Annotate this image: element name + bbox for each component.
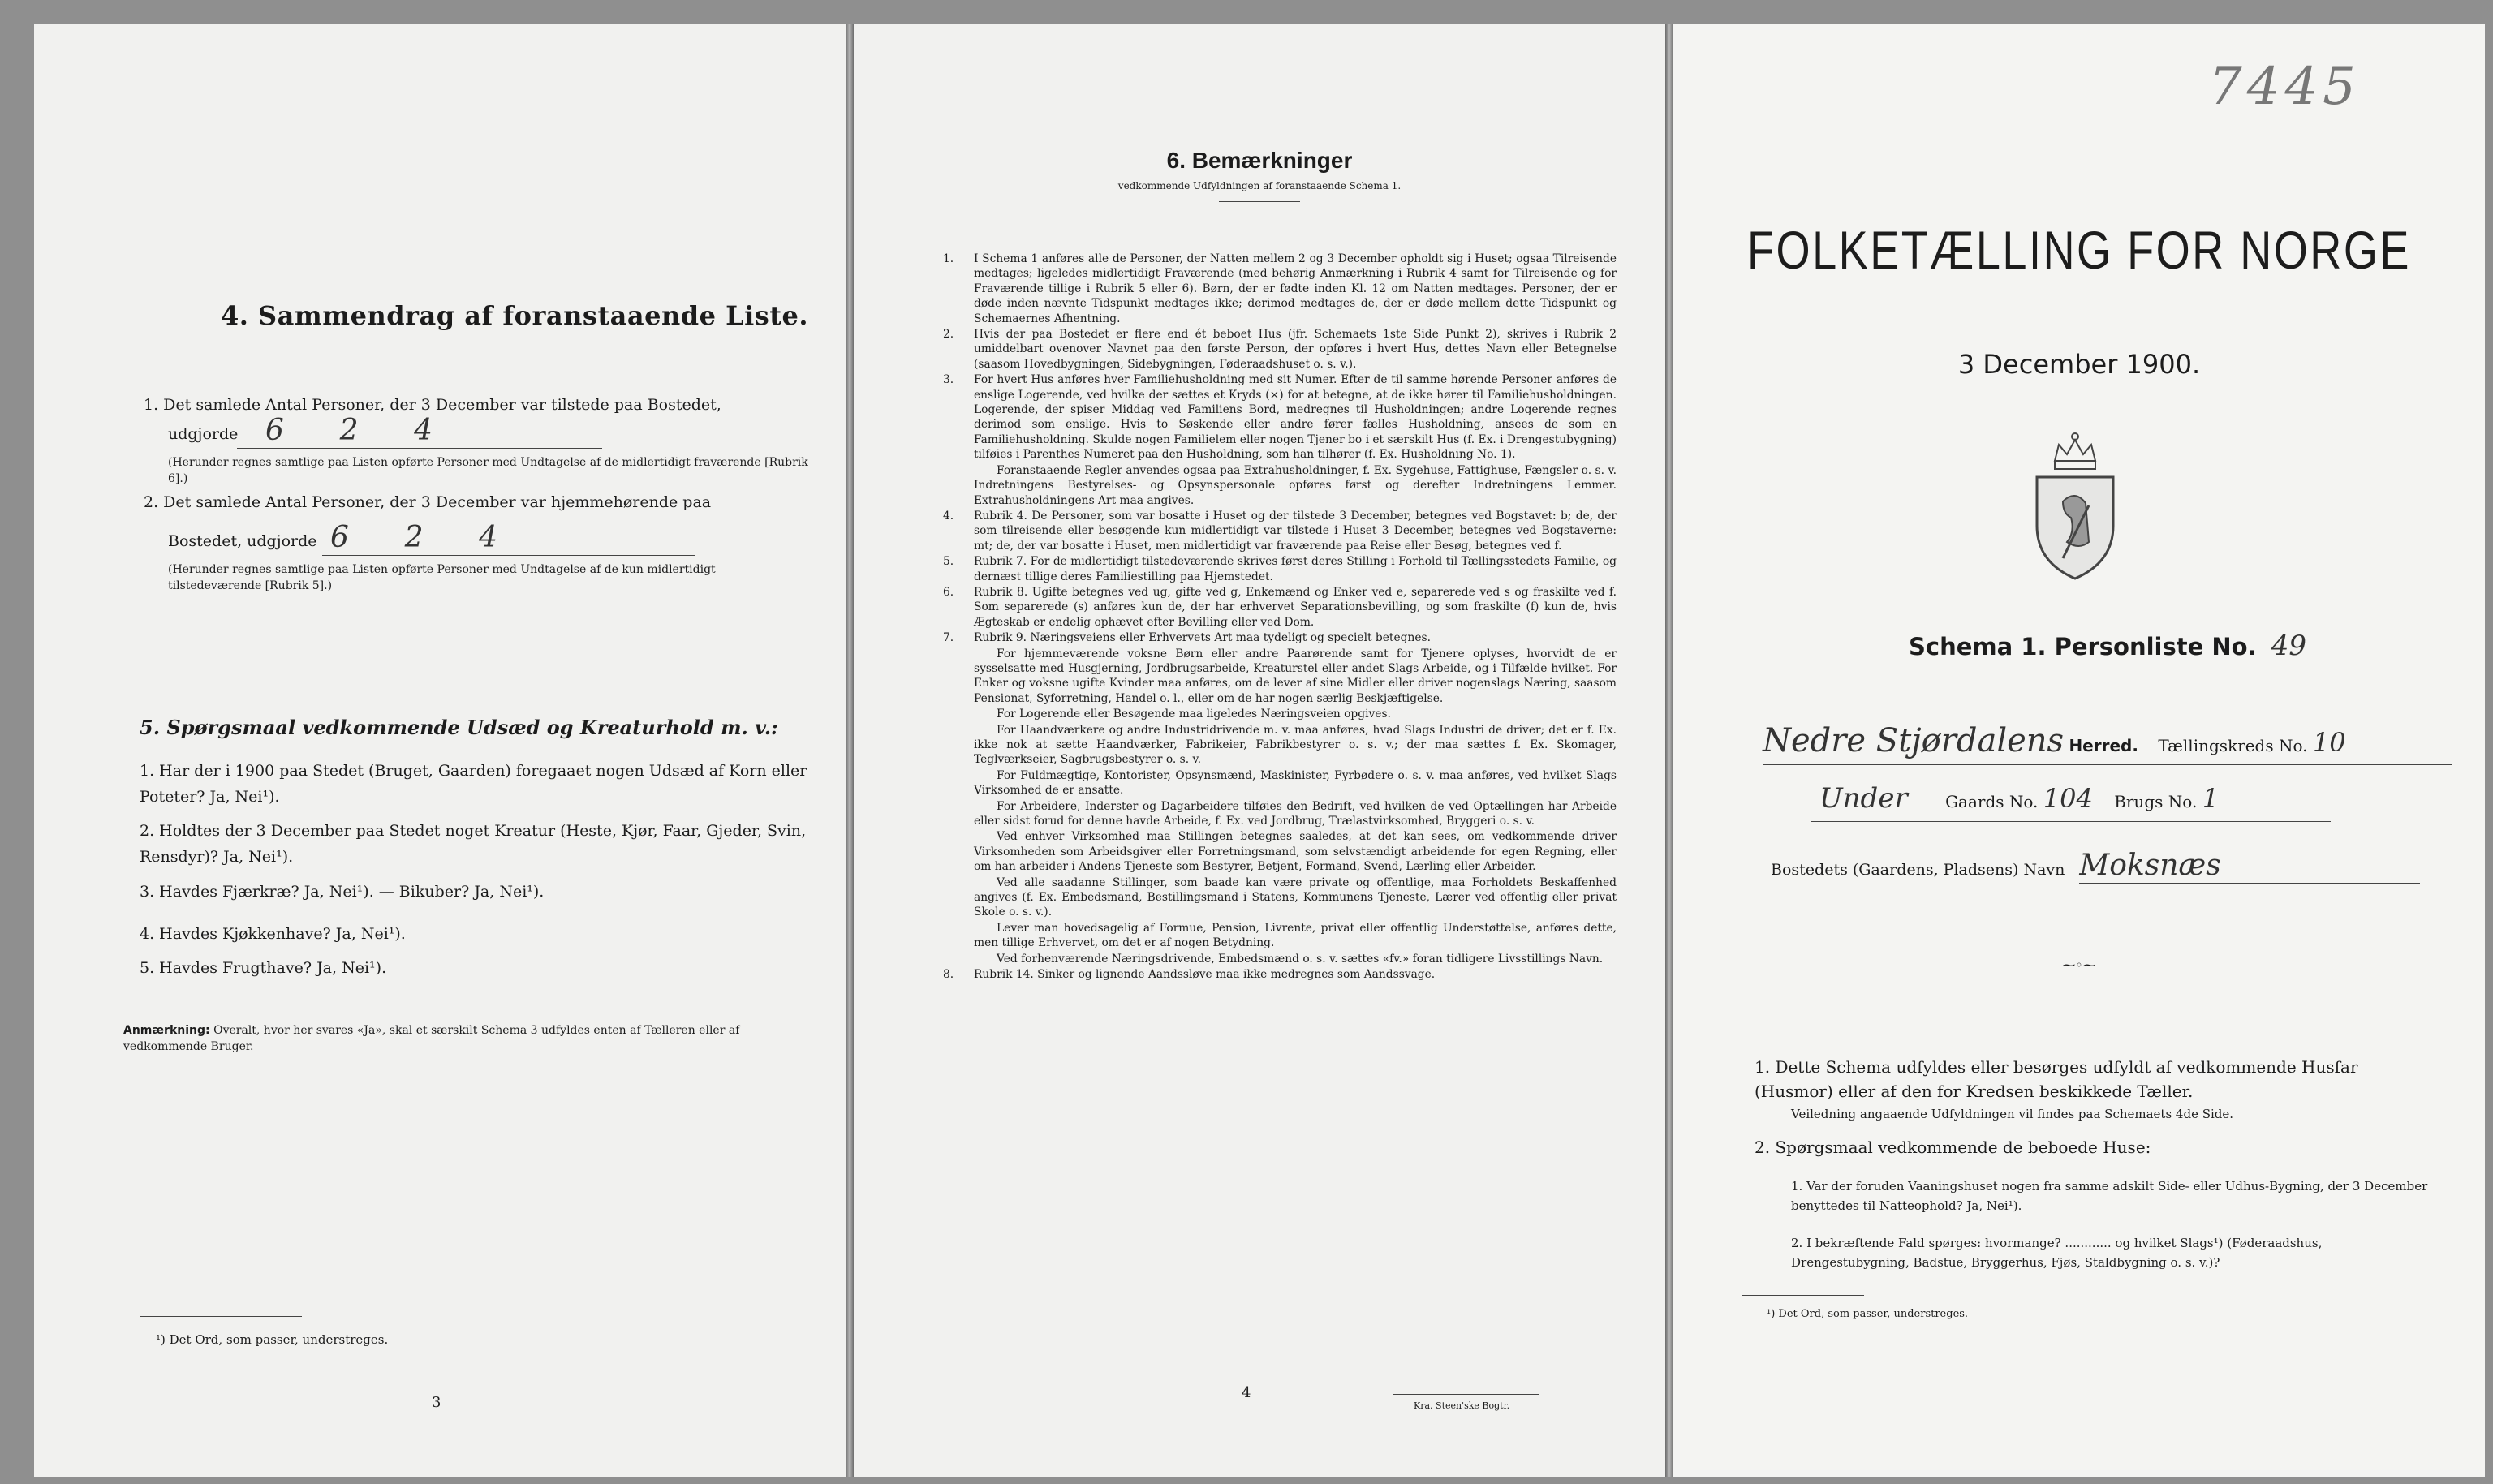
remark-item-text: Rubrik 7. For de midlertidigt tilstedeværende skrives først deres Stilling i Forhold til Tællingsstedets Familie, og dernæst tillige deres Familiestilling paa Hjemstedet. xyxy=(974,555,1617,583)
remark-item-text: I Schema 1 anføres alle de Personer, der Natten mellem 2 og 3 December opholdt sig i Huset; ogsaa Tilreisende medtages; ligeledes midlertidigt Fraværende (med behørig Anmærkning i Rubrik 4 samt for Tilreisende og for Fraværende tillige i Rubrik 5 eller 6). Børn, der er fødte inden Kl. 12 om Natten medtages. Personer, der er døde inden nævnte Tidspunkt medtages ikke; derimod medtages de, der er døde mellem dette Tidspunkt og Schemaernes Afhentning. xyxy=(974,252,1617,325)
kreds-number: 10 xyxy=(2312,727,2346,758)
remark-text: Overalt, hvor her svares «Ja», skal et særskilt Schema 3 udfyldes enten af Tælleren eller af vedkommende Bruger. xyxy=(123,1024,740,1053)
remark-item xyxy=(943,630,1617,645)
instruction-1-sub: Veiledning angaaende Udfyldningen vil findes paa Schemaets 4de Side. xyxy=(1791,1107,2234,1121)
remark-item xyxy=(943,252,1617,326)
section-4-title: 4. Sammendrag af foranstaaende Liste. xyxy=(221,300,809,331)
brugs-number: 1 xyxy=(2202,783,2220,814)
bosted-label: Bostedets (Gaardens, Pladsens) Navn xyxy=(1771,861,2065,879)
remark-item-text: Lever man hovedsagelig af Formue, Pension, Livrente, privat eller offentlig Understøttelse, anføres dette, men tillige Erhvervet, om det er af nogen Betydning. xyxy=(974,921,1617,950)
instruction-1: 1. Dette Schema udfyldes eller besørges udfyldt af vedkommende Husfar (Husmor) eller af den for Kredsen beskikkede Tæller. xyxy=(1755,1057,2358,1101)
printer-mark: Kra. Steen'ske Bogtr. xyxy=(1414,1400,1510,1411)
census-title: FOLKETÆLLING FOR NORGE xyxy=(1747,220,2411,280)
remark-item-number: 4. xyxy=(943,509,954,523)
remark-item-text: Ved alle saadanne Stillinger, som baade kan være private og offentlige, maa Forholdets Beskaffenhed angives (f. Ex. Embedsmand, Bestillingsmand i Statens, Kommunens Tjeneste, Lærer ved offentlig eller privat Skole o. s. v.). xyxy=(974,875,1617,919)
gaard-line xyxy=(1819,782,2469,815)
q5-2: 2. Holdtes der 3 December paa Stedet noget Kreatur (Heste, Kjør, Faar, Gjeder, Svin, Rensdyr)? Ja, Nei¹). xyxy=(140,822,807,866)
remark-item xyxy=(943,952,1617,966)
remark-item-number: 8. xyxy=(943,968,954,982)
footnote-1: ¹) Det Ord, som passer, understreges. xyxy=(1767,1308,1969,1320)
q5-4: 4. Havdes Kjøkkenhave? Ja, Nei¹). xyxy=(140,925,406,943)
corner-number: 7445 xyxy=(2209,57,2361,117)
remark-item-text: For Arbeidere, Inderster og Dagarbeidere tilføies den Bedrift, ved hvilken de ved Optællingen har Arbeide eller sidst forud for denne havde Arbeide, f. Ex. ved Jordbrug, Trælastvirksomhed, Bryggeri o. s. v. xyxy=(974,799,1617,828)
footnote: ¹) Det Ord, som passer, understreges. xyxy=(156,1332,389,1347)
page-number-4: 4 xyxy=(1242,1384,1251,1401)
q5-1: 1. Har der i 1900 paa Stedet (Bruget, Gaarden) foregaaet nogen Udsæd af Korn eller Poteter? Ja, Nei¹). xyxy=(140,762,807,806)
q1-prefix: udgjorde xyxy=(168,425,239,443)
q2-text: 2. Det samlede Antal Personer, der 3 December var hjemmehørende paa xyxy=(144,493,712,511)
remark-item-number: 6. xyxy=(943,585,954,599)
remark-item xyxy=(943,372,1617,462)
remark-item xyxy=(943,967,1617,982)
bosted-name: Moksnæs xyxy=(2079,849,2221,882)
norway-coat-of-arms-icon xyxy=(2030,428,2120,583)
remark-item-text: Rubrik 9. Næringsveiens eller Erhvervets Art maa tydeligt og specielt betegnes. xyxy=(974,631,1431,645)
bosted-line xyxy=(1771,849,2469,882)
herred-label: Herred. xyxy=(2069,736,2138,755)
q2-note: (Herunder regnes samtlige paa Listen opførte Personer med Undtagelse af de kun midlertidigt tilstedeværende [Rubrik 5].) xyxy=(168,563,716,592)
remark-label: Anmærkning: xyxy=(123,1024,210,1037)
gaards-number: 104 xyxy=(2043,783,2093,814)
q5-5: 5. Havdes Frugthave? Ja, Nei¹). xyxy=(140,959,387,977)
q1-note: (Herunder regnes samtlige paa Listen opførte Personer med Undtagelse af de midlertidigt fraværende [Rubrik 6].) xyxy=(168,456,808,485)
page-number-3: 3 xyxy=(432,1394,441,1411)
binding-gutter-right xyxy=(1665,24,1673,1477)
remark-item-text: For Fuldmægtige, Kontorister, Opsynsmænd, Maskinister, Fyrbødere o. s. v. maa anføres, ved hvilket Slags Virksomhed de er ansatte. xyxy=(974,768,1617,798)
remark-item xyxy=(943,585,1617,630)
q2-prefix: Bostedet, udgjorde xyxy=(168,532,317,550)
page-3 xyxy=(34,24,846,1477)
remark-item-number: 3. xyxy=(943,373,954,387)
remark-item-text: Ved forhenværende Næringsdrivende, Embedsmænd o. s. v. sættes «fv.» foran tidligere Livsstillings Navn. xyxy=(997,952,1604,966)
q1-handwritten: 6 2 4 xyxy=(265,414,433,447)
remarks-list xyxy=(943,252,1617,983)
remark-item-text: Ved enhver Virksomhed maa Stillingen betegnes saaledes, at det kan sees, om vedkommende driver Virksomheden som Arbeidsgiver eller Forretningsmand, som selvstændigt arbeidende for egen Regning, eller om han arbeider i Andens Tjeneste som Bestyrer, Betjent, Formand, Svend, Lærling eller Arbeider. xyxy=(974,830,1617,874)
remark-item-text: Rubrik 14. Sinker og lignende Aandssløve maa ikke medregnes som Aandssvage. xyxy=(974,968,1436,982)
remark-item-text: For hvert Hus anføres hver Familiehusholdning med sit Numer. Efter de til samme hørende Personer anføres de enslige Logerende, ved hvilke der sættes et Kryds (×) for at betegne, at de ikke hører til Familiehusholdningen. Logerende, der spiser Middag ved Familiens Bord, medregnes til Husholdningen; andre Logerende regnes derimod som enslige. Hvis to Søskende eller andre fører fælles Husholdning, ansees de som en Familiehusholdning. Skulde nogen Familielem eller nogen Tjener bo i et særskilt Hus (f. Ex. i Drengestubygning) tilføies i Parenthes Numeret paa den Husholdning, som han tilhører (f. Ex. Husholdning No. 1). xyxy=(974,373,1617,462)
remark-item-number: 1. xyxy=(943,252,954,265)
remark-item xyxy=(943,554,1617,584)
remark-item-text: Rubrik 4. De Personer, som var bosatte i Huset og der tilstede 3 December, betegnes ved Bogstavet: b; de, der som tilreisende eller besøgende kun midlertidigt var tilstede i Huset 3 December, betegnes ved Bogstaverne: mt; de, der var bosatte i Huset, men midlertidigt var fraværende paa Reise eller Besøg, betegnes ved f. xyxy=(974,509,1617,553)
page-1 xyxy=(1673,24,2485,1477)
house-question-1: 1. Var der foruden Vaaningshuset nogen fra samme adskilt Side- eller Udhus-Bygning, der 3 December benyttedes til Natteophold? Ja, Nei¹). xyxy=(1791,1179,2428,1213)
remark-item-text: For Haandværkere og andre Industridrivende m. v. maa anføres, hvad Slags Industri de driver; det er f. Ex. ikke nok at sætte Haandværker, Fabrikeier, Fabrikbestyrer o. s. v.; der maa sættes f. Ex. Skomager, Teglværkseier, Sagbrugsbestyrer o. s. v. xyxy=(974,723,1617,767)
remark-item-text: Rubrik 8. Ugifte betegnes ved ug, gifte ved g, Enkemænd og Enker ved e, separerede ved s og fraskilte ved f. Som separerede (s) anføres kun de, der har erhvervet Separationsbevilling, og som fraskilte (f) kun de, hvis Ægteskab er endelig ophævet efter Bevilling eller ved Dom. xyxy=(974,585,1617,629)
herred-name: Nedre Stjørdalens xyxy=(1763,722,2065,759)
house-question-2: 2. I bekræftende Fald spørges: hvormange? ............ og hvilket Slags¹) (Føderaadshus, Drengestubygning, Badstue, Bryggerhus, Fjøs, Staldbygning o. s. v.)? xyxy=(1791,1236,2323,1270)
ornament: ⁓◦⁓ xyxy=(2062,957,2096,973)
q1-text: 1. Det samlede Antal Personer, der 3 December var tilstede paa Bostedet, xyxy=(144,396,721,414)
herred-line xyxy=(1763,722,2461,759)
census-date: 3 December 1900. xyxy=(1957,349,2201,380)
remark-item-text: Foranstaaende Regler anvendes ogsaa paa Extrahusholdninger, f. Ex. Sygehuse, Fattighuse, Fængsler o. s. v. Indretningens Bestyrelses- og Opsynspersonale opføres først og derefter Indretningens Lemmer. Extrahusholdningens Art maa angives. xyxy=(974,463,1617,507)
schema-label: Schema 1. Personliste No. xyxy=(1909,633,2257,660)
remark-item-text: For hjemmeværende voksne Børn eller andre Paarørende samt for Tjenere oplyses, hvorvidt de er sysselsatte med Husgjerning, Jordbrugsarbeide, Kreaturstel eller andet Slags Arbeide, og i Tilfælde hvilket. For Enker og voksne ugifte Kvinder maa anføres, om de lever af sine Midler eller driver nogenslags Næring, saasom Pensionat, Syforretning, Handel o. l., eller om de har nogen særlig Beskjæftigelse. xyxy=(974,647,1617,705)
remark-item-number: 5. xyxy=(943,555,954,569)
q2-handwritten: 6 2 4 xyxy=(330,521,498,554)
remarks-title: 6. Bemærkninger xyxy=(1166,148,1353,173)
remark-item xyxy=(943,875,1617,920)
remarks-subtitle: vedkommende Udfyldningen af foranstaaende Schema 1. xyxy=(1117,180,1402,191)
remark-item xyxy=(943,768,1617,798)
section-5-title: 5. Spørgsmaal vedkommende Udsæd og Kreaturhold m. v.: xyxy=(140,716,778,739)
brugs-label: Brugs No. xyxy=(2114,792,2198,811)
instruction-2: 2. Spørgsmaal vedkommende de beboede Huse: xyxy=(1755,1138,2151,1157)
remark-item xyxy=(943,647,1617,707)
remark-item xyxy=(943,921,1617,951)
remark-item xyxy=(943,707,1617,721)
kreds-label: Tællingskreds No. xyxy=(2158,736,2308,755)
remark xyxy=(123,1022,813,1055)
gaard-hand: Under xyxy=(1819,782,1908,815)
page-4 xyxy=(854,24,1665,1477)
binding-gutter-left xyxy=(846,24,854,1477)
gaards-label: Gaards No. xyxy=(1945,792,2039,811)
remark-item-number: 7. xyxy=(943,631,954,645)
remark-item xyxy=(943,799,1617,829)
remark-item-number: 2. xyxy=(943,328,954,342)
remark-item xyxy=(943,327,1617,372)
q5-3: 3. Havdes Fjærkræ? Ja, Nei¹). — Bikuber? Ja, Nei¹). xyxy=(140,883,545,901)
remark-item xyxy=(943,829,1617,874)
remark-item-text: Hvis der paa Bostedet er flere end ét beboet Hus (jfr. Schemaets 1ste Side Punkt 2), skrives i Rubrik 2 umiddelbart ovenover Navnet paa den første Person, der opføres i hvert Hus, dettes Navn eller Betegnelse (saasom Hovedbygningen, Sidebygningen, Føderaadshuset o. s. v.). xyxy=(974,328,1617,371)
remark-item xyxy=(943,509,1617,553)
remark-item xyxy=(943,723,1617,768)
remark-item xyxy=(943,463,1617,508)
remark-item-text: For Logerende eller Besøgende maa ligeledes Næringsveien opgives. xyxy=(997,708,1391,721)
personliste-number: 49 xyxy=(2271,630,2306,662)
